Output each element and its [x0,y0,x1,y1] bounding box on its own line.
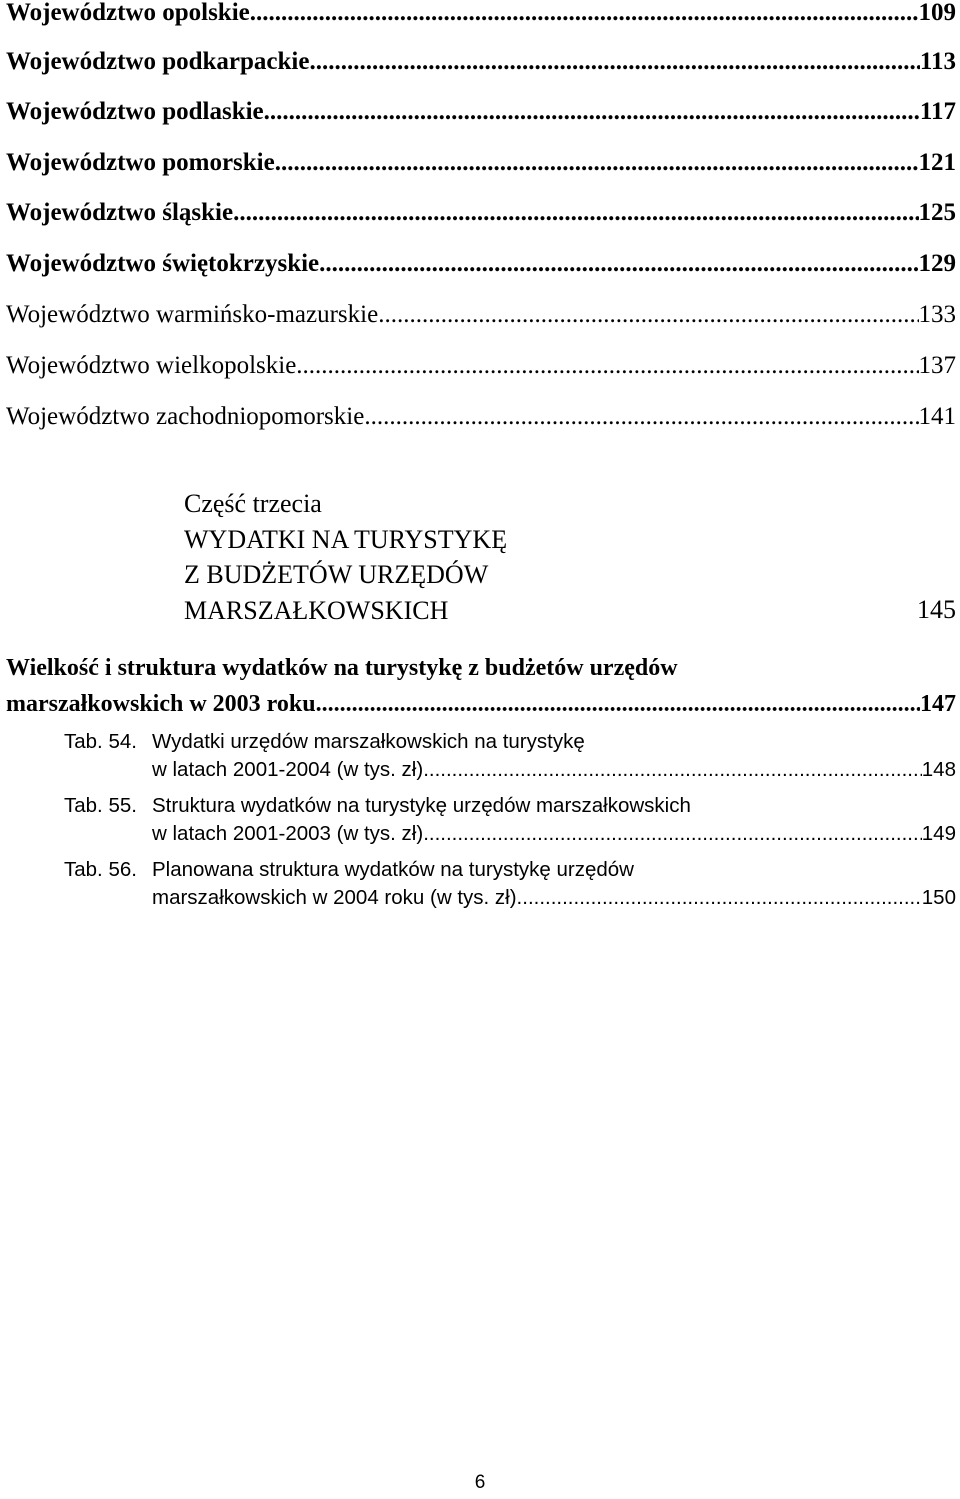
table-title-line2-text: marszałkowskich w 2004 roku (w tys. zł) [152,886,517,909]
section-page: 147 [920,691,956,717]
table-page: 149 [921,822,956,845]
section-entry[interactable] [6,686,956,722]
toc-entry-label: Województwo podlaskie [6,98,264,125]
dot-leader [264,95,920,129]
part-heading-line: WYDATKI NA TURYSTYKĘ [184,524,508,554]
toc-entry-podkarpackie[interactable] [6,45,956,79]
toc-entry-page: 129 [918,250,956,277]
table-title-line2 [152,884,956,912]
dot-leader [319,247,918,281]
toc-entry-label: Województwo warmińsko-mazurskie [6,301,379,328]
part-heading-line: Część trzecia [184,489,322,518]
dot-leader [517,884,922,912]
table-title-line2-text: w latach 2001-2003 (w tys. zł) [152,822,424,845]
dot-leader [378,298,918,332]
toc-entry-label: Województwo opolskie [6,0,250,26]
toc-entry-label: Województwo śląskie [6,199,234,226]
dot-leader [296,349,918,383]
table-number: Tab. 54. [64,730,137,753]
toc-entry-zachodniopomorskie[interactable] [6,400,956,434]
dot-leader [364,400,918,434]
table-number: Tab. 55. [64,794,137,817]
toc-entry-page: 137 [918,352,956,379]
table-title-line1: Planowana struktura wydatków na turystykę urzędów [152,858,634,881]
table-title-line2 [152,820,956,848]
footer-page-number: 6 [474,1472,486,1493]
section-title-line1[interactable]: Wielkość i struktura wydatków na turystykę z budżetów urzędów [6,655,678,681]
toc-entry-label: Województwo świętokrzyskie [6,250,320,277]
table-title-line1: Struktura wydatków na turystykę urzędów marszałkowskich [152,794,691,817]
toc-entry-warminsko-mazurskie[interactable] [6,298,956,332]
toc-entry-page: 121 [918,149,956,176]
part-heading-line: MARSZAŁKOWSKICH [184,595,449,625]
dot-leader [423,820,922,848]
toc-entry-page: 113 [919,48,956,75]
table-number: Tab. 56. [64,858,137,881]
dot-leader [275,146,919,180]
toc-entry-page: 125 [918,199,956,226]
toc-entry-swietokrzyskie[interactable] [6,247,956,281]
dot-leader [309,45,919,79]
toc-entry-page: 141 [918,403,956,430]
table-title-line2-text: w latach 2001-2004 (w tys. zł) [152,758,424,781]
dot-leader [233,196,918,230]
table-title-line2 [152,756,956,784]
table-page: 148 [921,758,956,781]
toc-entry-label: Województwo pomorskie [6,149,275,176]
part-heading-line: Z BUDŻETÓW URZĘDÓW [184,560,489,589]
dot-leader [250,0,919,30]
toc-entry-page: 133 [918,301,956,328]
part-heading[interactable] [184,486,507,628]
dot-leader [316,686,920,722]
toc-entry-page: 117 [919,98,956,125]
toc-entry-wielkopolskie[interactable] [6,349,956,383]
toc-entry-label: Województwo zachodniopomorskie [6,403,365,430]
toc-entry-label: Województwo podkarpackie [6,48,310,75]
part-page-number: 145 [917,595,956,624]
toc-entry-page: 109 [918,0,956,26]
toc-entry-pomorskie[interactable] [6,146,956,180]
toc-entry-slaskie[interactable] [6,196,956,230]
table-page: 150 [921,886,956,909]
toc-entry-label: Województwo wielkopolskie [6,352,297,379]
dot-leader [423,756,922,784]
toc-entry-opolskie[interactable] [6,0,956,30]
table-title-line1: Wydatki urzędów marszałkowskich na turystykę [152,730,585,753]
section-title-line2: marszałkowskich w 2003 roku [6,691,316,717]
toc-entry-podlaskie[interactable] [6,95,956,129]
